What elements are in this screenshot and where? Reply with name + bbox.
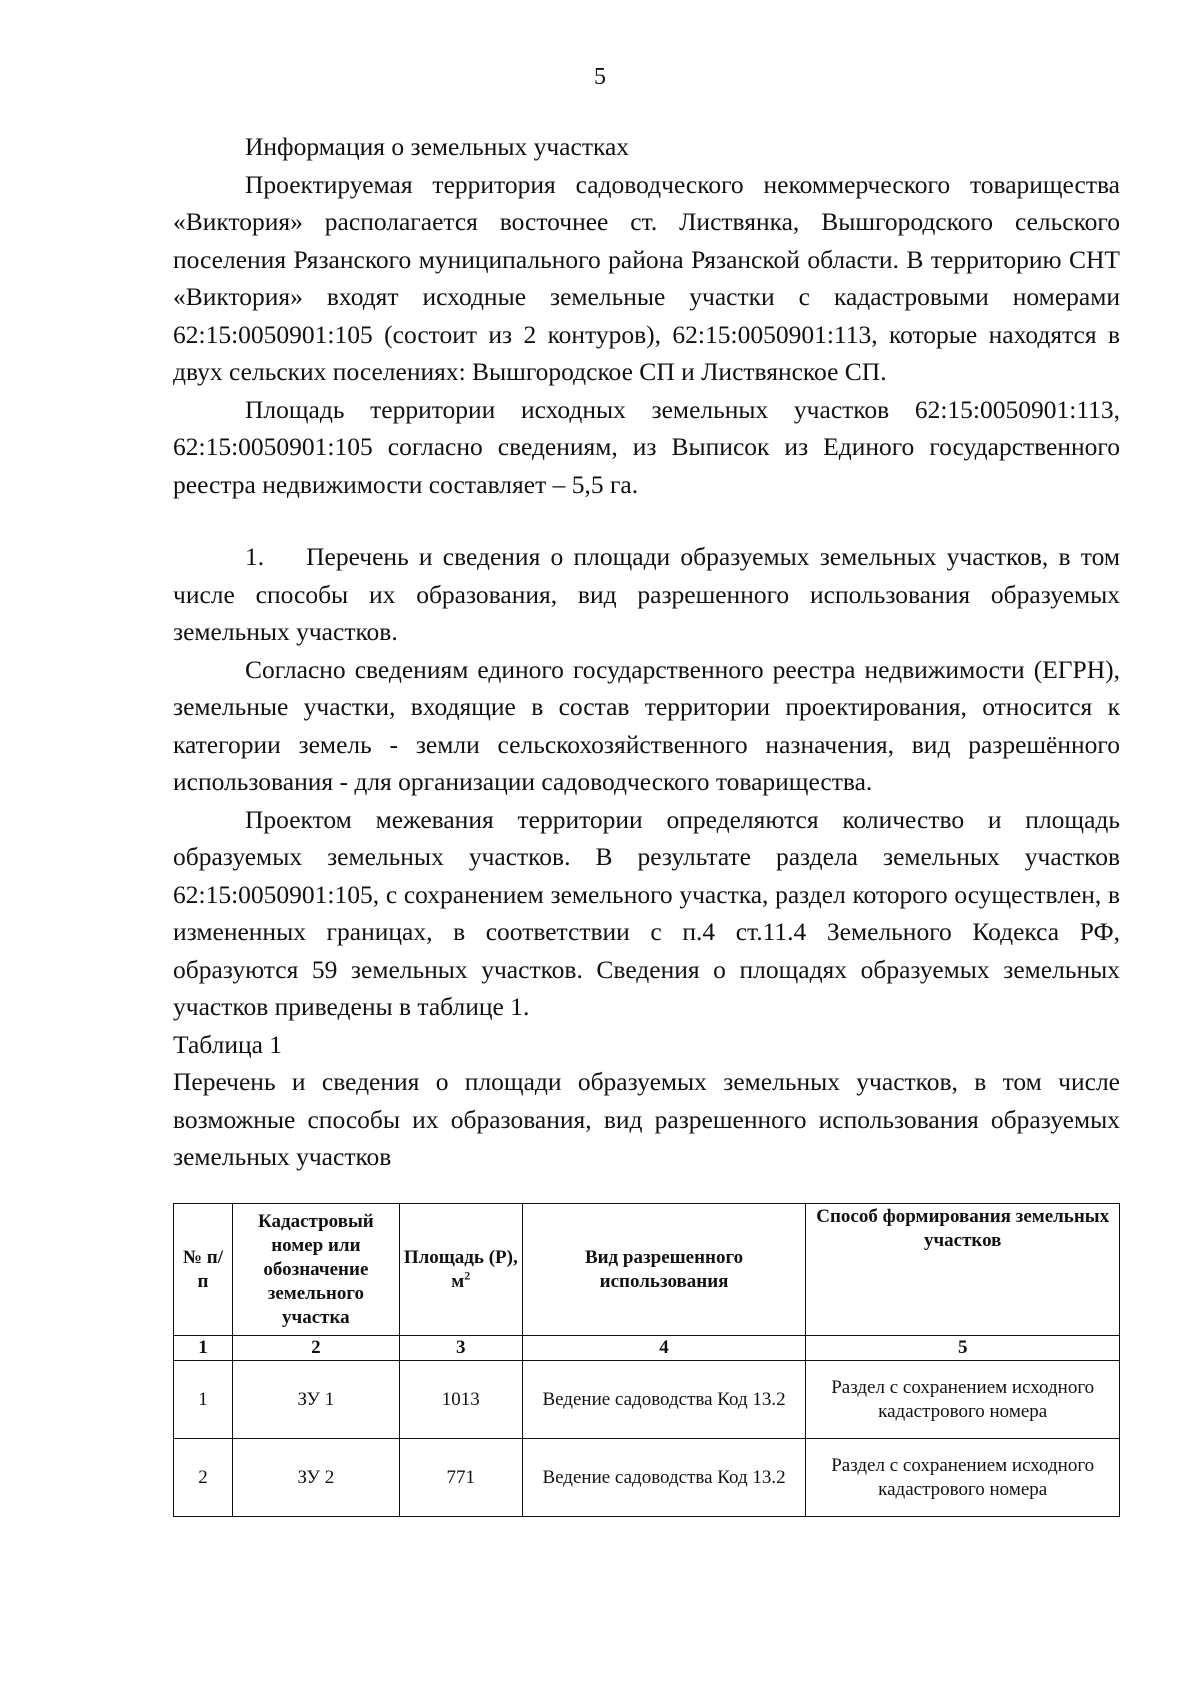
header-cadastral: Кадастровый номер или обозначение земельного участка bbox=[232, 1204, 399, 1336]
header-number: № п/п bbox=[174, 1204, 233, 1336]
land-plots-table bbox=[173, 1203, 1120, 1517]
section-heading: Информация о земельных участках bbox=[245, 132, 630, 161]
cell-method: Раздел с сохранением исходного кадастрового номера bbox=[806, 1361, 1120, 1439]
table-title: Перечень и сведения о площади образуемых земельных участков, в том числе возможные способы их образования, вид разрешенного использования образуемых земельных участков bbox=[173, 1067, 1120, 1171]
column-number: 4 bbox=[522, 1336, 806, 1361]
paragraph-territory: Проектируемая территория садоводческого некоммерческого товарищества «Виктория» располагается восточнее ст. Листвянка, Вышгородского сельского поселения Рязанского муниципального района Рязанской области. В территорию СНТ «Виктория» входят исходные земельные участки с кадастровыми номерами 62:15:0050901:105 (состоит из 2 контуров), 62:15:0050901:113, которые находятся в двух сельских поселениях: Вышгородское СП и Листвянское СП. bbox=[173, 169, 1120, 386]
column-number: 3 bbox=[399, 1336, 522, 1361]
cell-area: 1013 bbox=[399, 1361, 522, 1439]
cell-area: 771 bbox=[399, 1439, 522, 1517]
header-method: Способ формирования земельных участков bbox=[806, 1204, 1120, 1336]
numbered-item-1 bbox=[173, 538, 1120, 651]
paragraph-area: Площадь территории исходных земельных участков 62:15:0050901:113, 62:15:0050901:105 согласно сведениям, из Выписок из Единого государственного реестра недвижимости составляет – 5,5 га. bbox=[173, 394, 1120, 499]
column-number: 2 bbox=[232, 1336, 399, 1361]
cell-number: 2 bbox=[174, 1439, 233, 1517]
spacer bbox=[173, 503, 1120, 538]
cell-number: 1 bbox=[174, 1361, 233, 1439]
paragraph-survey: Проектом межевания территории определяются количество и площадь образуемых земельных участков. В результате раздела земельных участков 62:15:0050901:105, с сохранением земельного участка, раздел которого осуществлен, в измененных границах, в соответствии с п.4 ст.11.4 Земельного Кодекса РФ, образуются 59 земельных участков. Сведения о площадях образуемых земельных участков приведены в таблице 1. bbox=[173, 804, 1120, 1021]
table-row bbox=[174, 1439, 1120, 1517]
table-row bbox=[174, 1361, 1120, 1439]
document-body bbox=[173, 128, 1120, 1176]
cell-use: Ведение садоводства Код 13.2 bbox=[522, 1439, 806, 1517]
header-area: Площадь (Р), $м^2$ bbox=[399, 1204, 522, 1336]
item-text: Перечень и сведения о площади образуемых земельных участков, в том числе способы их образования, вид разрешенного использования образуемых земельных участков. bbox=[173, 542, 1120, 646]
table-header-row bbox=[174, 1204, 1120, 1336]
paragraph-egrn: Согласно сведениям единого государственного реестра недвижимости (ЕГРН), земельные участки, входящие в состав территории проектирования, относится к категории земель - земли сельскохозяйственного назначения, вид разрешённого использования - для организации садоводческого товарищества. bbox=[173, 654, 1120, 796]
cell-use: Ведение садоводства Код 13.2 bbox=[522, 1361, 806, 1439]
page-number: 5 bbox=[594, 64, 606, 90]
column-number: 5 bbox=[806, 1336, 1120, 1361]
item-number: 1. bbox=[245, 542, 265, 571]
header-use: Вид разрешенного использования bbox=[522, 1204, 806, 1336]
column-number: 1 bbox=[174, 1336, 233, 1361]
column-number-row bbox=[174, 1336, 1120, 1361]
cell-plot-id: ЗУ 1 bbox=[232, 1361, 399, 1439]
cell-plot-id: ЗУ 2 bbox=[232, 1439, 399, 1517]
table-label: Таблица 1 bbox=[173, 1029, 283, 1059]
cell-method: Раздел с сохранением исходного кадастрового номера bbox=[806, 1439, 1120, 1517]
